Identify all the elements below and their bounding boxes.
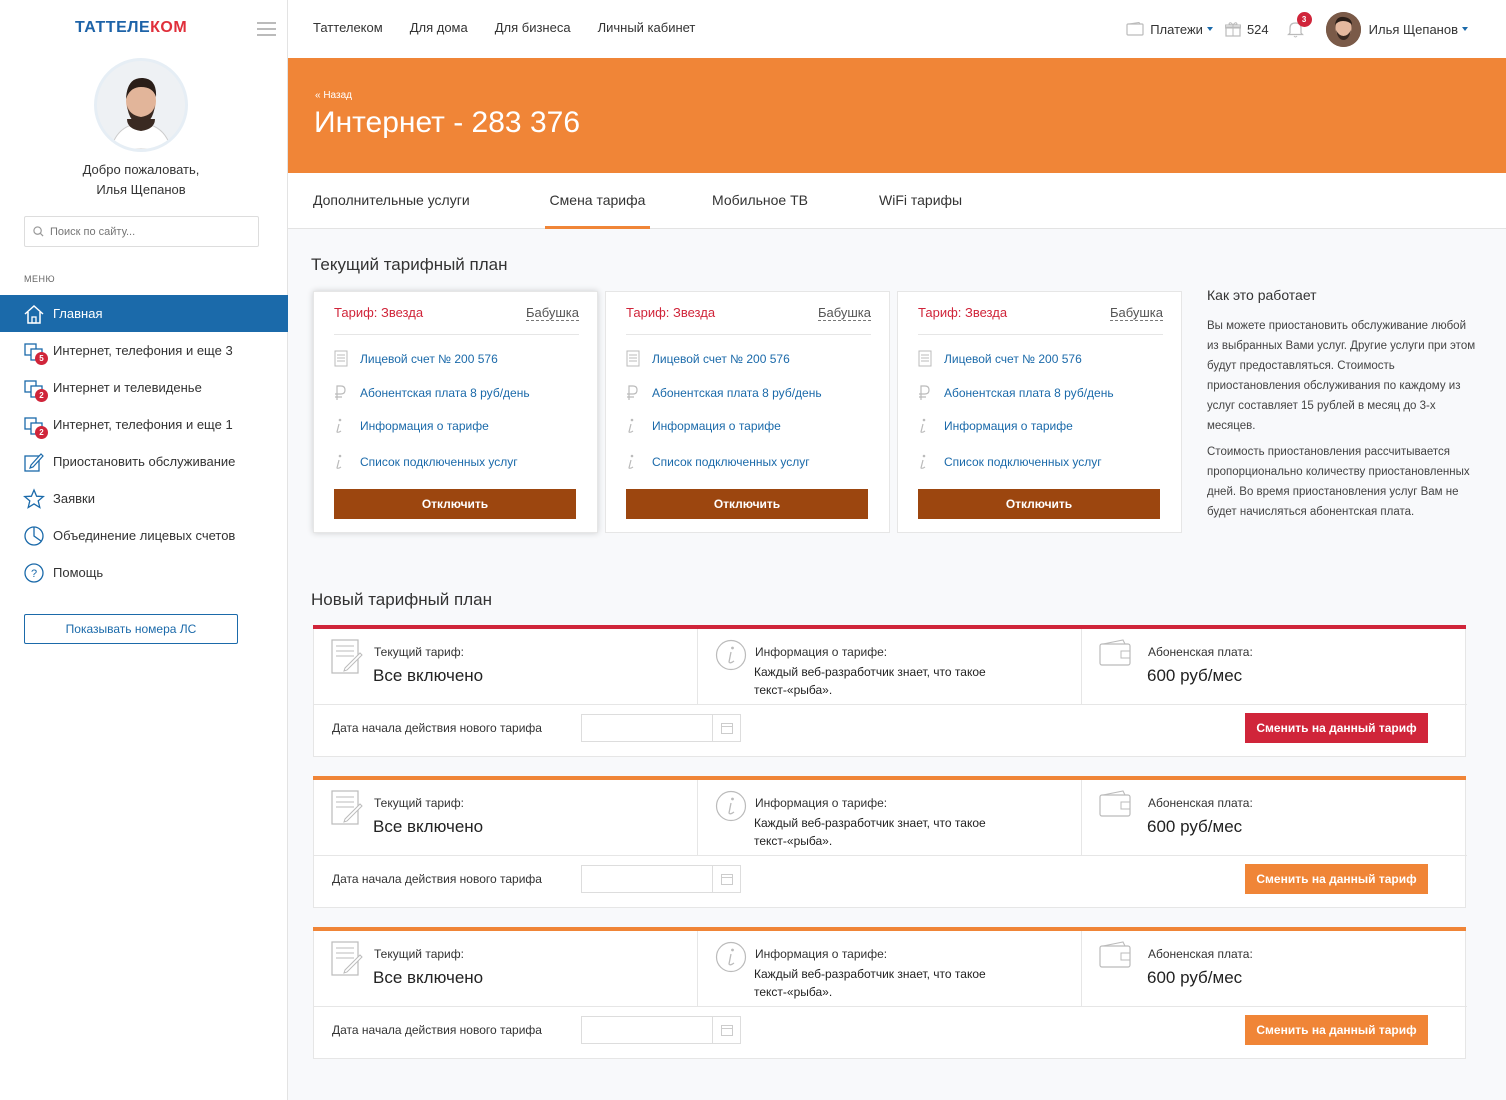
notification-badge: 3 (1297, 12, 1312, 27)
sidebar-item-requests[interactable] (0, 480, 288, 517)
sidebar-item-label: Приостановить обслуживание (53, 454, 236, 469)
fee-value: 600 руб/мес (1147, 666, 1243, 685)
tariff-name: Тариф: Звезда (918, 305, 1008, 320)
top-right-controls (1126, 0, 1506, 58)
start-date-input[interactable] (582, 866, 710, 892)
start-date-label: Дата начала действия нового тарифа (332, 1023, 542, 1037)
start-date-label: Дата начала действия нового тарифа (332, 872, 542, 886)
tab-additional-services[interactable]: Дополнительные услуги (313, 192, 470, 208)
current-tariff-value: Все включено (373, 666, 484, 685)
fee-label: Абоненская плата: (1148, 947, 1253, 961)
sidebar-item-internet-phone-3[interactable] (0, 332, 288, 369)
tariff-card-header (918, 305, 1163, 335)
account-number-text: Лицевой счет № 200 576 (360, 351, 498, 366)
account-number-link[interactable] (626, 350, 790, 367)
sidebar-menu (0, 295, 288, 591)
sidebar-search[interactable] (24, 216, 259, 247)
sidebar-item-label: Интернет, телефония и еще 3 (53, 343, 233, 358)
sidebar-item-home[interactable] (0, 295, 288, 332)
chevron-down-icon (1462, 27, 1468, 31)
star-icon (23, 488, 45, 510)
ruble-icon (334, 385, 352, 401)
wallet-icon (1099, 639, 1131, 667)
new-plan-heading: Новый тарифный план (311, 590, 492, 609)
sidebar-item-label: Интернет, телефония и еще 1 (53, 417, 233, 432)
calendar-icon[interactable] (712, 866, 740, 892)
tariff-name: Тариф: Звезда (626, 305, 716, 320)
top-nav-links (313, 20, 695, 35)
current-tariff-label: Текущий тариф: (374, 947, 464, 961)
connected-services-text: Список подключенных услуг (360, 455, 518, 469)
info-icon (918, 454, 936, 470)
info-icon (334, 418, 352, 434)
how-it-works-paragraph: Вы можете приостановить обслуживание любой из выбранных Вами услуг. Другие услуги при этом будут предоставляться. Стоимость приостановления обслуживания по каждому из услуг составляет 15 рублей в месяц до 3-х месяцев. (1207, 320, 1476, 432)
fee-label: Абоненская плата: (1148, 645, 1253, 659)
payments-dropdown[interactable] (1126, 22, 1213, 37)
page-header (288, 58, 1506, 173)
tariff-card (897, 291, 1182, 533)
svg-text:?: ? (30, 567, 38, 580)
tabs (288, 173, 1506, 229)
logo[interactable] (75, 19, 187, 37)
contract-icon (331, 639, 363, 675)
menu-caption: МЕНЮ (24, 274, 56, 284)
current-tariff-label: Текущий тариф: (374, 645, 464, 659)
start-date-input[interactable] (582, 1017, 710, 1043)
start-date-field[interactable] (581, 714, 741, 742)
connected-services-link[interactable] (626, 454, 810, 470)
current-tariff-cell (314, 780, 698, 856)
tariff-info-text: Информация о тарифе (360, 419, 489, 433)
fee-link[interactable] (626, 385, 822, 401)
fee-text: Абонентская плата 8 руб/день (360, 386, 530, 400)
tariff-card-header (334, 305, 579, 335)
connected-services-text: Список подключенных услуг (944, 455, 1102, 469)
tariff-info-cell (698, 931, 1082, 1007)
tariff-card-header (626, 305, 871, 335)
how-it-works-panel (1207, 287, 1477, 528)
info-icon (334, 454, 352, 470)
sidebar-item-help[interactable] (0, 554, 288, 591)
document-icon (626, 350, 644, 367)
sidebar-item-internet-phone-1[interactable] (0, 406, 288, 443)
sidebar (0, 0, 288, 1100)
tab-wifi-tariffs[interactable]: WiFi тарифы (879, 192, 963, 208)
change-tariff-button[interactable]: Сменить на данный тариф (1245, 1015, 1428, 1045)
info-icon (715, 790, 747, 822)
current-tariff-cell (314, 629, 698, 705)
account-number-link[interactable] (918, 350, 1082, 367)
tariff-grade-link[interactable]: Бабушка (817, 305, 871, 320)
ruble-icon (626, 385, 644, 401)
tariff-grade-link[interactable]: Бабушка (525, 305, 579, 320)
info-icon (918, 418, 936, 434)
disconnect-button[interactable]: Отключить (626, 489, 868, 519)
bonus-counter[interactable] (1225, 22, 1269, 37)
sidebar-item-label: Интернет и телевиденье (53, 380, 202, 395)
gift-icon (1225, 22, 1241, 37)
disconnect-button[interactable]: Отключить (334, 489, 576, 519)
sidebar-item-label: Помощь (53, 565, 104, 580)
tariff-info-label: Информация о тарифе: (755, 645, 888, 659)
tab-mobile-tv[interactable]: Мобильное ТВ (712, 192, 808, 208)
info-icon (626, 418, 644, 434)
sidebar-item-merge-accounts[interactable] (0, 517, 288, 554)
start-date-field[interactable] (581, 865, 741, 893)
tariff-info-label: Информация о тарифе: (755, 796, 888, 810)
nav-link-tattelecom[interactable]: Таттелеком (313, 20, 383, 35)
sidebar-item-label: Главная (53, 306, 103, 321)
top-nav (288, 0, 1506, 58)
welcome-text (0, 160, 282, 200)
new-tariff-row (313, 625, 1466, 757)
disconnect-button[interactable]: Отключить (918, 489, 1160, 519)
fee-cell (1082, 931, 1467, 1007)
new-tariff-row (313, 776, 1466, 908)
contract-icon (331, 941, 363, 977)
welcome-user-name: Илья Щепанов (96, 182, 186, 197)
ruble-icon (918, 385, 936, 401)
tariff-info-label: Информация о тарифе: (755, 947, 888, 961)
sidebar-item-label: Объединение лицевых счетов (53, 528, 236, 543)
count-badge: 2 (35, 389, 48, 402)
notifications-button[interactable] (1287, 15, 1307, 38)
avatar (1326, 12, 1361, 47)
connected-services-text: Список подключенных услуг (652, 455, 810, 469)
connected-services-link[interactable] (918, 454, 1102, 470)
fee-label: Абоненская плата: (1148, 796, 1253, 810)
tariff-info-cell (698, 780, 1082, 856)
nav-link-account[interactable]: Личный кабинет (597, 20, 696, 35)
search-icon (33, 226, 44, 237)
current-tariff-value: Все включено (373, 968, 484, 987)
document-icon (334, 350, 352, 367)
info-icon (626, 454, 644, 470)
sidebar-item-label: Заявки (53, 491, 95, 506)
wallet-icon (1099, 941, 1131, 969)
current-tariff-value: Все включено (373, 817, 484, 836)
chevron-down-icon (1207, 27, 1213, 31)
current-tariff-cell (314, 931, 698, 1007)
user-photo-icon (1326, 12, 1361, 47)
pie-icon (23, 525, 45, 547)
user-menu[interactable] (1326, 12, 1468, 47)
start-date-input[interactable] (582, 715, 710, 741)
account-number-text: Лицевой счет № 200 576 (944, 351, 1082, 366)
start-date-label: Дата начала действия нового тарифа (332, 721, 542, 735)
fee-value: 600 руб/мес (1147, 817, 1243, 836)
document-icon (918, 350, 936, 367)
count-badge: 2 (35, 426, 48, 439)
fee-value: 600 руб/мес (1147, 968, 1243, 987)
account-number-link[interactable] (334, 350, 498, 367)
sidebar-item-suspend[interactable] (0, 443, 288, 480)
wallet-icon (1126, 22, 1144, 36)
calendar-icon[interactable] (712, 1017, 740, 1043)
avatar[interactable] (94, 58, 188, 152)
tariff-info-text: Информация о тарифе (944, 419, 1073, 433)
calendar-icon[interactable] (712, 715, 740, 741)
home-icon (23, 303, 45, 325)
tariff-info-description: Каждый веб-разработчик знает, что такое текст-«рыба». (754, 967, 986, 999)
search-input[interactable] (50, 226, 240, 238)
info-icon (715, 941, 747, 973)
logo-text-1: ТАТТЕЛЕ (75, 19, 151, 36)
nav-link-home[interactable]: Для дома (409, 20, 468, 35)
show-account-numbers-button[interactable]: Показывать номера ЛС (24, 614, 238, 644)
tariff-info-cell (698, 629, 1082, 705)
tariff-info-link[interactable] (626, 418, 781, 434)
fee-text: Абонентская плата 8 руб/день (652, 386, 822, 400)
services-icon (23, 414, 45, 436)
current-tariff-label: Текущий тариф: (374, 796, 464, 810)
fee-cell (1082, 780, 1467, 856)
tariff-name: Тариф: Звезда (334, 305, 424, 320)
tariff-card (605, 291, 890, 533)
tariff-grade-link[interactable]: Бабушка (1109, 305, 1163, 320)
edit-icon (23, 451, 45, 473)
tariff-info-description: Каждый веб-разработчик знает, что такое текст-«рыба». (754, 665, 986, 697)
help-icon (23, 562, 45, 584)
new-tariff-row (313, 927, 1466, 1059)
current-plan-heading: Текущий тарифный план (311, 255, 508, 274)
start-date-field[interactable] (581, 1016, 741, 1044)
user-name: Илья Щепанов (1368, 21, 1458, 37)
page-title: Интернет - 283 376 (314, 106, 581, 139)
change-tariff-button[interactable]: Сменить на данный тариф (1245, 713, 1428, 743)
fee-link[interactable] (334, 385, 530, 401)
logo-text-2: КОМ (150, 19, 188, 36)
hamburger-menu-icon[interactable] (257, 22, 276, 36)
info-icon (715, 639, 747, 671)
nav-link-business[interactable]: Для бизнеса (494, 20, 571, 35)
contract-icon (331, 790, 363, 826)
back-link[interactable]: « Назад (315, 90, 352, 101)
welcome-greeting: Добро пожаловать, (82, 162, 200, 177)
account-number-text: Лицевой счет № 200 576 (652, 351, 790, 366)
change-tariff-button[interactable]: Сменить на данный тариф (1245, 864, 1428, 894)
tariff-info-link[interactable] (918, 418, 1073, 434)
payments-label: Платежи (1150, 21, 1203, 37)
sidebar-item-internet-tv[interactable] (0, 369, 288, 406)
tariff-info-description: Каждый веб-разработчик знает, что такое текст-«рыба». (754, 816, 986, 848)
fee-link[interactable] (918, 385, 1114, 401)
wallet-icon (1099, 790, 1131, 818)
connected-services-link[interactable] (334, 454, 518, 470)
services-icon (23, 340, 45, 362)
tab-change-tariff[interactable]: Смена тарифа (545, 173, 650, 229)
main-content (288, 229, 1506, 1100)
count-badge: 5 (35, 352, 48, 365)
tariff-card (313, 291, 598, 533)
fee-cell (1082, 629, 1467, 705)
how-it-works-paragraph: Стоимость приостановления рассчитывается пропорционально количеству приостановленных дней. Во время приостановления услуг Вам не будет начисляться абонентская плата. (1207, 446, 1470, 518)
user-photo-icon (97, 61, 185, 149)
services-icon (23, 377, 45, 399)
bonus-count: 524 (1246, 21, 1269, 37)
fee-text: Абонентская плата 8 руб/день (944, 386, 1114, 400)
tariff-info-text: Информация о тарифе (652, 419, 781, 433)
how-it-works-title: Как это работает (1207, 287, 1317, 303)
tariff-info-link[interactable] (334, 418, 489, 434)
